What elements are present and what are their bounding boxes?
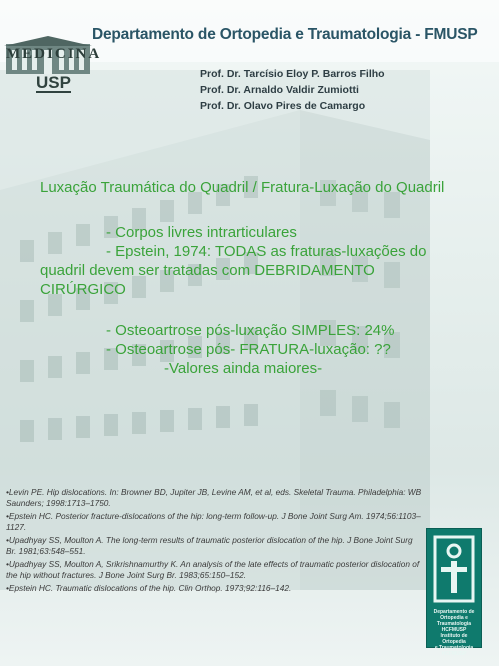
- slide-title: Luxação Traumática do Quadril / Fratura-Luxação do Quadril: [40, 179, 445, 196]
- bullet-epstein-first-line: - Epstein, 1974: TODAS as fraturas-luxações do: [106, 243, 427, 260]
- iot-caption-line: e Traumatologia: [434, 645, 474, 651]
- department-title: Departamento de Ortopedia e Traumatologia - FMUSP: [92, 26, 478, 43]
- medicina-logo-text: MEDICINA: [6, 46, 102, 62]
- reference-item: •Epstein HC. Traumatic dislocations of the hip. Clin Orthop. 1973;92:116–142.: [6, 582, 292, 593]
- references-list: [6, 487, 422, 595]
- iot-caption-line: Traumatologia: [436, 621, 472, 627]
- bullet-osteoarthritis-simple: - Osteoartrose pós-luxação SIMPLES: 24%: [106, 322, 395, 339]
- professor-name: Prof. Dr. Olavo Pires de Camargo: [200, 100, 366, 112]
- reference-item: •Upadhyay SS, Moulton A, Srikrishnamurthy K. An analysis of the late effects of traumatic posterior dislocation of the hip without fractures. J Bone Joint Surg Br. 1983;65:150–152.: [6, 558, 420, 580]
- bullet-loose-bodies: - Corpos livres intrarticulares: [106, 224, 297, 241]
- professor-list: [200, 66, 385, 114]
- usp-logo: USP: [36, 73, 71, 92]
- bullet-osteoarthritis-fracture: - Osteoartrose pós- FRATURA-luxação: ??: [106, 341, 391, 358]
- iot-logo-mark: [427, 529, 481, 609]
- professor-name: Prof. Dr. Tarcísio Eloy P. Barros Filho: [200, 68, 385, 80]
- iot-institute-logo: [426, 528, 482, 657]
- slide-body: [40, 178, 450, 378]
- reference-item: •Levin PE. Hip dislocations. In: Browner BD, Jupiter JB, Levine AM, et al, eds. Skeletal Trauma. Philadelphia: WB Saunders; 1998:1713–1750.: [6, 487, 422, 509]
- professor-name: Prof. Dr. Arnaldo Valdir Zumiotti: [200, 84, 359, 96]
- iot-caption-line: Departamento de: [433, 609, 475, 615]
- iot-logo-caption: [429, 609, 479, 657]
- iot-caption-line: Ortopedia e: [440, 615, 468, 621]
- reference-item: •Upadhyay SS, Moulton A. The long-term results of traumatic posterior dislocation of the hip. J Bone Joint Surg Br. 1981;63:548–551.: [6, 534, 413, 557]
- iot-caption-line: HCFMUSP: [441, 651, 467, 657]
- bullet-epstein-continuation: quadril devem ser tratadas com DEBRIDAMENTO CIRÚRGICO: [40, 262, 375, 298]
- bullet-higher-values: -Valores ainda maiores-: [164, 360, 323, 377]
- reference-item: •Epstein HC. Posterior fracture-dislocations of the hip: long-term follow-up. J Bone Joint Surg Am. 1974;56:1103–1127.: [6, 510, 421, 533]
- iot-caption-line: HCFMUSP: [441, 627, 467, 633]
- iot-caption-line: Instituto de Ortopedia: [440, 633, 468, 645]
